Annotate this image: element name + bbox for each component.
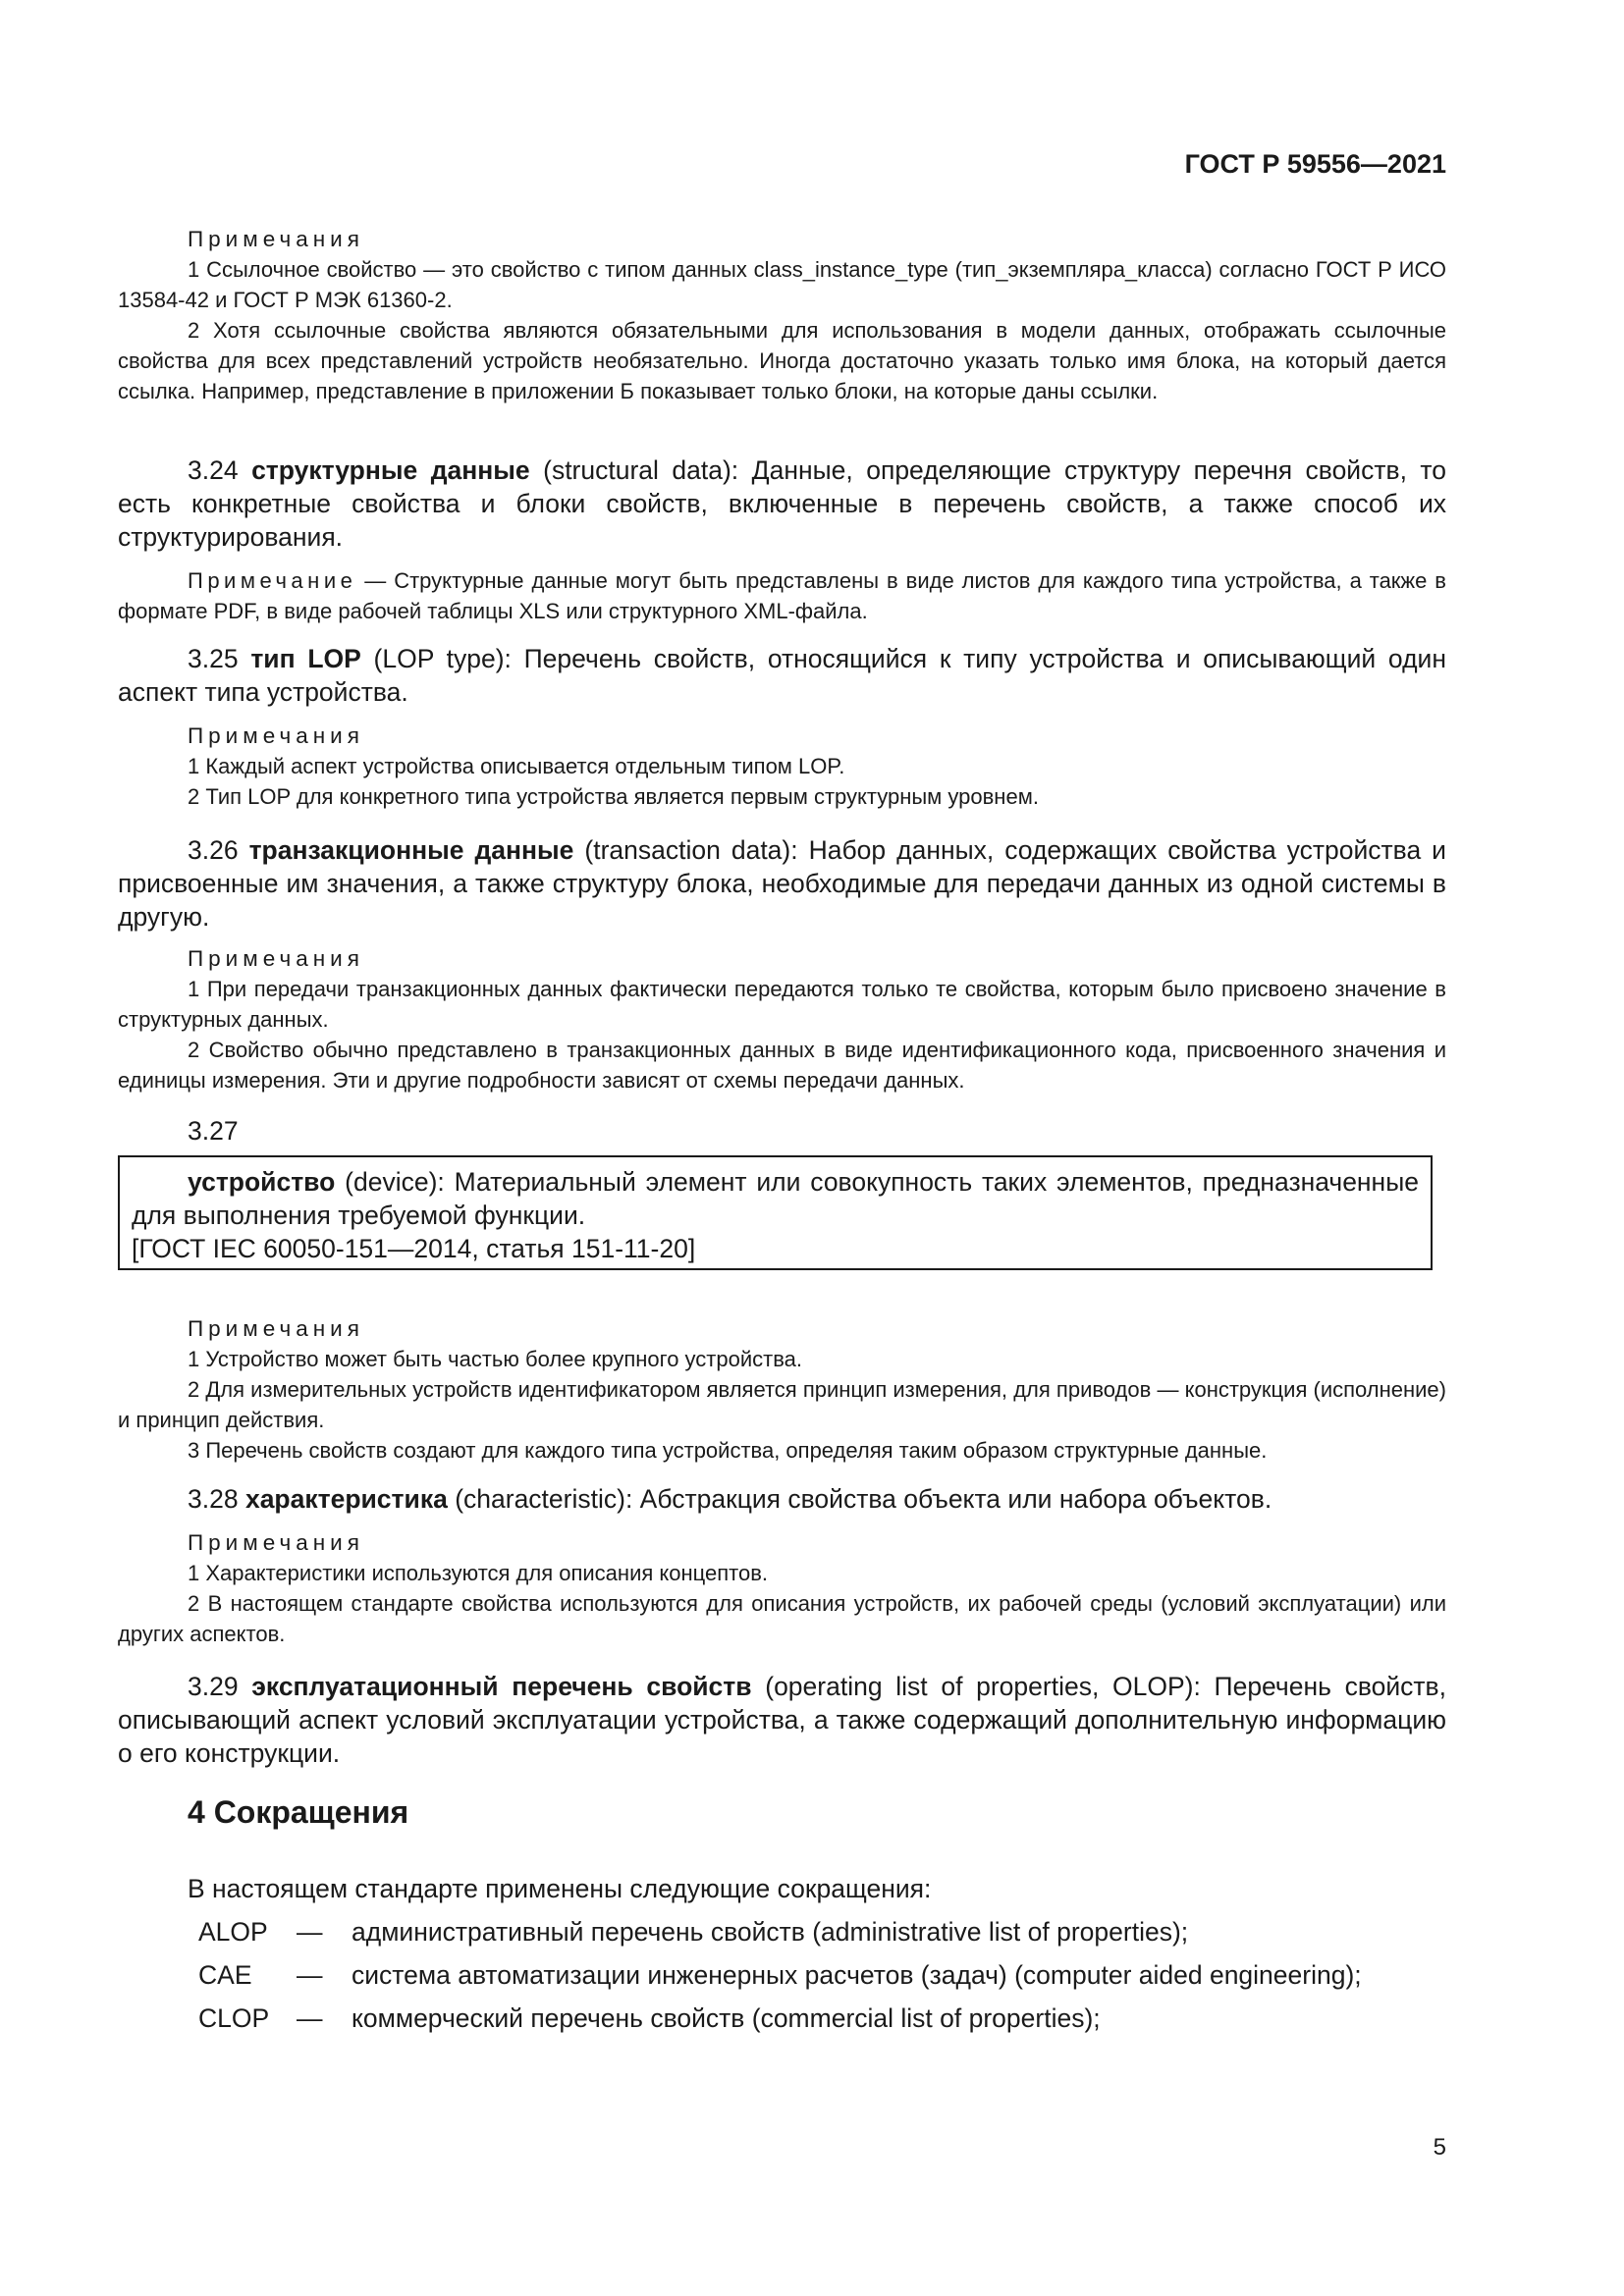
note-2: 2 В настоящем стандарте свойства используются для описания устройств, их рабочей среды (условий эксплуатации) или других аспектов. bbox=[118, 1591, 1446, 1646]
notes-top bbox=[118, 224, 1446, 406]
term-name: тип LOP bbox=[250, 644, 361, 673]
term-3-29 bbox=[118, 1670, 1446, 1770]
term-text: Материальный элемент или совокупность таких элементов, предназначенные для выполнения требуемой функции. bbox=[132, 1167, 1419, 1230]
document-header: ГОСТ Р 59556—2021 bbox=[1184, 149, 1446, 179]
term-name: характеристика bbox=[244, 1484, 448, 1514]
term-definition bbox=[118, 1482, 1446, 1516]
term-number: 3.26 bbox=[188, 835, 239, 865]
notes-heading: Примечания bbox=[188, 1316, 364, 1341]
term-number: 3.25 bbox=[188, 644, 239, 673]
notes-heading: Примечания bbox=[188, 946, 364, 971]
term-text: Набор данных, содержащих свойства устройства и присвоенные им значения, а также структуру блока, необходимые для передачи данных из одной системы в другую. bbox=[118, 835, 1446, 932]
abbreviation-definition: система автоматизации инженерных расчетов (задач) (computer aided engineering); bbox=[352, 1960, 1362, 1990]
term-name: структурные данные bbox=[251, 455, 530, 485]
term-source: [ГОСТ IEC 60050-151—2014, статья 151-11-20] bbox=[132, 1234, 696, 1263]
note-text: — Структурные данные могут быть представлены в виде листов для каждого типа устройства, а также в формате PDF, в виде рабочей таблицы XLS или структурного XML-файла. bbox=[118, 568, 1446, 623]
note-1: 1 При передачи транзакционных данных фактически передаются только те свойства, которым было присвоено значение в структурных данных. bbox=[118, 977, 1446, 1032]
term-note bbox=[118, 565, 1446, 626]
term-english: (structural data): bbox=[529, 455, 739, 485]
note-2: 2 Хотя ссылочные свойства являются обязательными для использования в модели данных, отображать ссылочные свойства для всех представлений устройств необязательно. Иногда достаточно указать только имя блока, на который дается ссылка. Например, представление в приложении Б показывает только блоки, на которые даны ссылки. bbox=[118, 318, 1446, 403]
abbreviation-dash: — bbox=[297, 2003, 323, 2033]
term-text: Перечень свойств, описывающий аспект условий эксплуатации устройства, а также содержащий дополнительную информацию о его конструкции. bbox=[118, 1672, 1446, 1768]
term-number: 3.28 bbox=[188, 1484, 239, 1514]
notes-heading: Примечания bbox=[188, 723, 364, 748]
note-2: 2 Тип LOP для конкретного типа устройства является первым структурным уровнем. bbox=[188, 784, 1039, 809]
abbreviation-dash: — bbox=[297, 1960, 323, 1990]
section-intro: В настоящем стандарте применены следующие сокращения: bbox=[188, 1874, 932, 1903]
term-name: эксплуатационный перечень свойств bbox=[251, 1672, 752, 1701]
term-3-27-box bbox=[118, 1155, 1433, 1270]
abbreviation-dash: — bbox=[297, 1917, 323, 1947]
notes-heading: Примечания bbox=[188, 1530, 364, 1555]
note-1: 1 Характеристики используются для описания концептов. bbox=[188, 1561, 769, 1585]
term-number: 3.29 bbox=[188, 1672, 239, 1701]
abbreviation-code: CAE bbox=[198, 1960, 252, 1990]
term-3-28 bbox=[118, 1482, 1446, 1649]
abbreviation-code: CLOP bbox=[198, 2003, 270, 2033]
term-english: (device): bbox=[335, 1167, 445, 1197]
term-3-27-notes bbox=[118, 1313, 1446, 1466]
term-number: 3.27 bbox=[188, 1116, 239, 1146]
page-number: 5 bbox=[1433, 2134, 1446, 2161]
term-text: Абстракция свойства объекта или набора объектов. bbox=[632, 1484, 1272, 1514]
term-definition bbox=[118, 1670, 1446, 1770]
abbreviation-definition: коммерческий перечень свойств (commercial list of properties); bbox=[352, 2003, 1101, 2033]
term-3-24 bbox=[118, 454, 1446, 626]
note-3: 3 Перечень свойств создают для каждого типа устройства, определяя таким образом структурные данные. bbox=[188, 1438, 1268, 1463]
note-label: Примечание bbox=[188, 568, 357, 593]
term-text: Перечень свойств, относящийся к типу устройства и описывающий один аспект типа устройства. bbox=[118, 644, 1446, 707]
term-english: (transaction data): bbox=[573, 835, 798, 865]
abbreviation-row bbox=[198, 1960, 1435, 2000]
note-1: 1 Устройство может быть частью более крупного устройства. bbox=[188, 1347, 803, 1371]
term-definition bbox=[118, 454, 1446, 554]
section-title: 4 Сокращения bbox=[188, 1794, 409, 1830]
note-1: 1 Каждый аспект устройства описывается отдельным типом LOP. bbox=[188, 754, 845, 778]
term-name: транзакционные данные bbox=[248, 835, 574, 865]
notes-heading: Примечания bbox=[188, 227, 364, 251]
term-english: (operating list of properties, OLOP): bbox=[751, 1672, 1201, 1701]
abbreviation-row bbox=[198, 2003, 1435, 2043]
term-english: (LOP type): bbox=[360, 644, 512, 673]
term-number: 3.24 bbox=[188, 455, 239, 485]
term-definition bbox=[118, 642, 1446, 709]
term-3-27-number bbox=[118, 1114, 1446, 1148]
abbreviation-definition: административный перечень свойств (administrative list of properties); bbox=[352, 1917, 1189, 1947]
note-2: 2 Свойство обычно представлено в транзакционных данных в виде идентификационного кода, присвоенного значения и единицы измерения. Эти и другие подробности зависят от схемы передачи данных. bbox=[118, 1038, 1446, 1093]
term-text: Данные, определяющие структуру перечня свойств, то есть конкретные свойства и блоки свойств, включенные в перечень свойств, а также способ их структурирования. bbox=[118, 455, 1446, 552]
term-3-25 bbox=[118, 642, 1446, 812]
note-1: 1 Ссылочное свойство — это свойство с типом данных class_instance_type (тип_экземпляра_класса) согласно ГОСТ Р ИСО 13584-42 и ГОСТ Р МЭК 61360-2. bbox=[118, 257, 1446, 312]
term-name: устройство bbox=[188, 1167, 336, 1197]
term-3-26 bbox=[118, 833, 1446, 1095]
term-definition bbox=[118, 833, 1446, 934]
term-definition bbox=[132, 1165, 1419, 1232]
term-english: (characteristic): bbox=[447, 1484, 633, 1514]
abbreviation-code: ALOP bbox=[198, 1917, 268, 1947]
note-2: 2 Для измерительных устройств идентификатором является принцип измерения, для приводов — конструкция (исполнение) и принцип действия. bbox=[118, 1377, 1446, 1432]
abbreviation-row bbox=[198, 1917, 1435, 1956]
